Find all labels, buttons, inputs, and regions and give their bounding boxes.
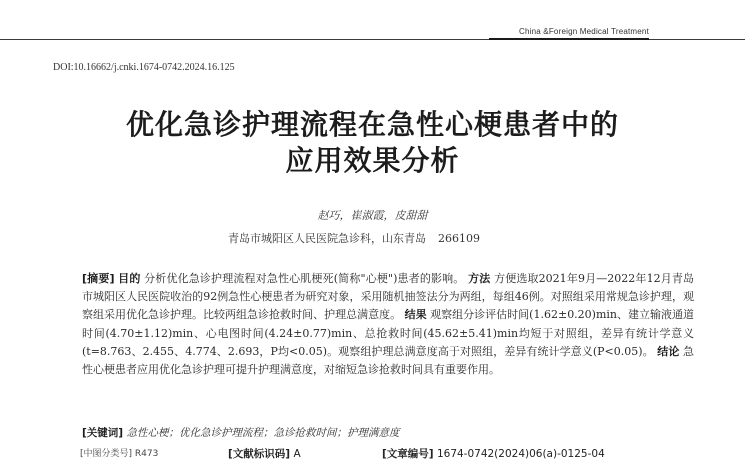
authors: 赵巧，崔淑霞，皮甜甜: [317, 209, 428, 222]
article-title-line-2: 应用效果分析: [285, 144, 460, 177]
keywords: [82, 425, 399, 440]
article-number-value: 1674-0742(2024)06(a)-0125-04: [436, 448, 605, 460]
article-title-line-1: 优化急诊护理流程在急性心梗患者中的: [125, 108, 619, 141]
abstract-label: [摘要]: [82, 272, 115, 285]
clc-number: [中图分类号] R473: [80, 449, 159, 459]
results-text: 观察组分诊评估时间(1.62±0.20)min、建立输液通道时间(4.70±1.12)min、心电图时间(4.24±0.77)min、总抢救时间(45.62±5.41)min均短于对照组，差异有统计学意义(t=8.763、2.455、4.774、2.693，P均<0.05)。观察组护理总满意度高于对照组，差异有统计学意义(P<0.05)。: [82, 308, 695, 358]
postal-code: 266109: [438, 232, 480, 245]
keywords-label: [关键词]: [82, 427, 124, 439]
journal-header: [0, 24, 745, 46]
affiliation-text: 青岛市城阳区人民医院急诊科，山东青岛: [228, 232, 426, 245]
objective-label: 目的: [118, 272, 141, 285]
doi[interactable]: DOI:10.16662/j.cnki.1674-0742.2024.16.125: [53, 62, 235, 73]
objective-text: 分析优化急诊护理流程对急性心肌梗死(简称"心梗")患者的影响。: [144, 272, 465, 285]
results-label: 结果: [404, 308, 427, 322]
document-code: [228, 446, 301, 461]
methods-text: 方便选取2021年9月—2022年12月青岛市城阳区人民医院收治的92例急性心梗患者为研究对象，采用随机抽签法分为两组，每组46例。对照组采用常规急诊护理，观察组采用优化急诊护理。比较两组急诊抢救时间、护理总满意度。: [82, 272, 695, 322]
keywords-text: 急性心梗；优化急诊护理流程；急诊抢救时间；护理满意度: [126, 427, 400, 439]
document-code-label: [文献标识码]: [228, 448, 291, 460]
affiliation: [228, 230, 480, 246]
article-number-label: [文章编号]: [382, 448, 434, 460]
article-meta: [80, 446, 700, 462]
conclusion-label: 结论: [657, 344, 680, 358]
methods-label: 方法: [468, 272, 491, 285]
conclusion-text: 急性心梗患者应用优化急诊护理可提升护理满意度，对缩短急诊抢救时间具有重要作用。: [82, 344, 695, 377]
header-accent-bar: [489, 38, 649, 40]
document-code-value: A: [293, 448, 301, 460]
journal-name: China &Foreign Medical Treatment: [518, 27, 649, 36]
article-number: [382, 446, 605, 461]
abstract: [82, 270, 694, 379]
